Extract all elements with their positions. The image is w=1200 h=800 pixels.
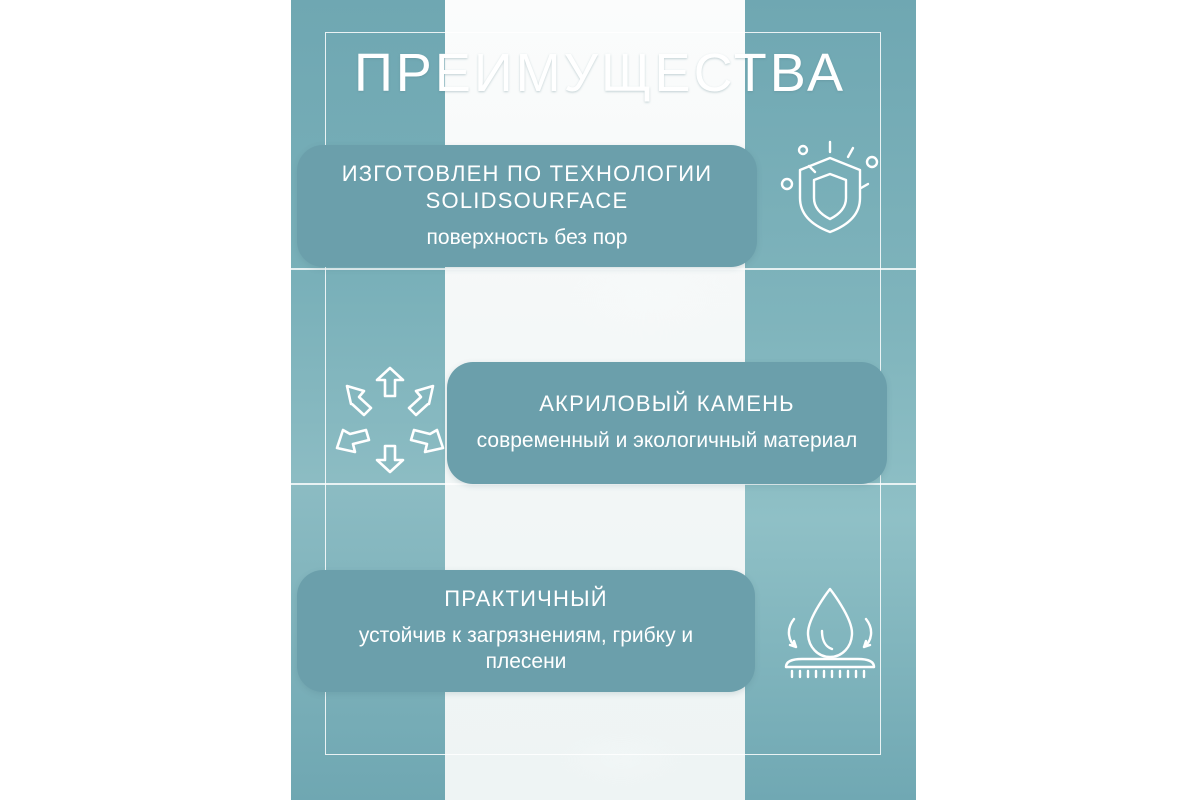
page-title: ПРЕИМУЩЕСТВА <box>353 43 847 103</box>
feature-card-solid-surface <box>297 145 757 267</box>
recycle-icon <box>325 360 455 480</box>
shield-icon <box>760 132 900 252</box>
feature-subtext: устойчив к загрязнениям, грибку и плесени <box>358 624 694 674</box>
feature-heading: ИЗГОТОВЛЕН ПО ТЕХНОЛОГИИ SOLIDSOURFACE <box>341 161 713 213</box>
feature-card-practical <box>297 570 755 692</box>
feature-subtext: современный и экологичный материал <box>476 429 858 453</box>
water-drop-icon <box>760 575 900 695</box>
feature-subtext: поверхность без пор <box>426 225 628 249</box>
feature-card-acrylic-stone <box>447 362 887 484</box>
feature-heading: АКРИЛОВЫЙ КАМЕНЬ <box>539 391 795 417</box>
feature-heading: ПРАКТИЧНЫЙ <box>444 586 608 612</box>
